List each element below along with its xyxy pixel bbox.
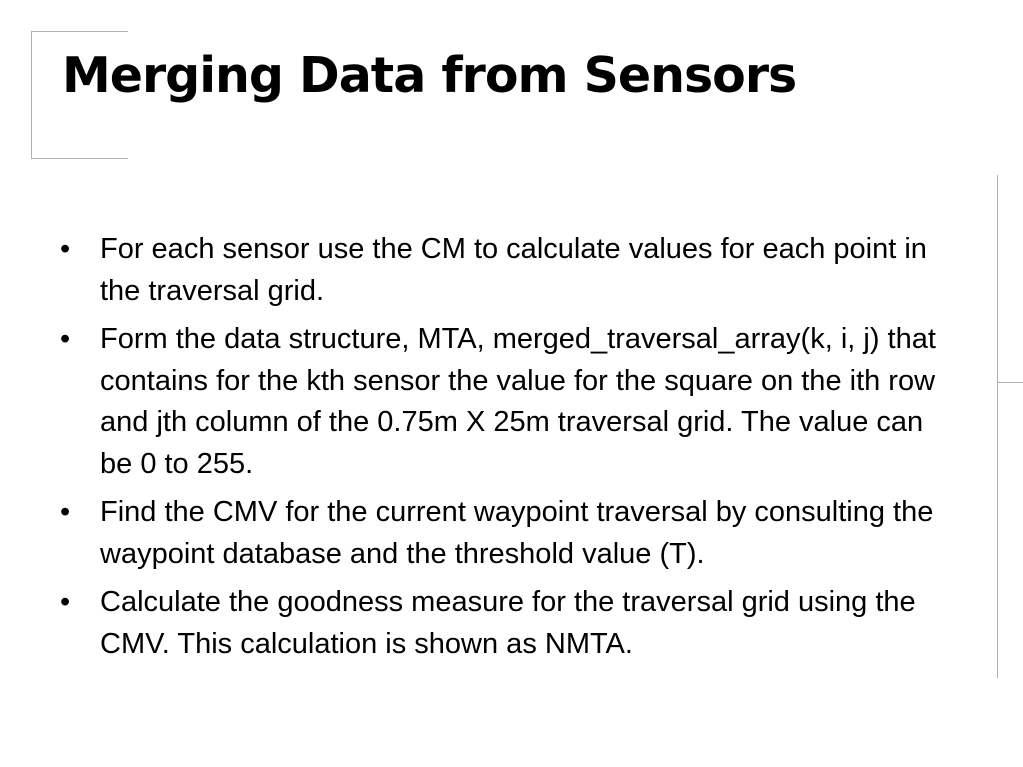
right-divider-line [997, 175, 998, 678]
bullet-text: Find the CMV for the current waypoint traversal by consulting the waypoint database and the threshold value (T). [100, 496, 934, 570]
right-divider-tick [997, 382, 1023, 383]
bullet-text: Calculate the goodness measure for the traversal grid using the CMV. This calculation is shown as NMTA. [100, 586, 916, 660]
bullet-text: Form the data structure, MTA, merged_traversal_array(k, i, j) that contains for the kth sensor the value for the square on the ith row and jth column of the 0.75m X 25m traversal grid. The value can be 0 to 255. [100, 323, 936, 480]
bullet-icon: • [60, 586, 71, 618]
bullet-item [56, 229, 956, 312]
bullet-list [56, 229, 956, 672]
bullet-icon: • [60, 496, 71, 528]
bullet-item [56, 319, 956, 485]
bullet-item [56, 582, 956, 665]
slide-title: Merging Data from Sensors [62, 47, 797, 104]
bullet-icon: • [60, 323, 71, 355]
bullet-icon: • [60, 233, 71, 265]
bullet-text: For each sensor use the CM to calculate values for each point in the traversal grid. [100, 233, 927, 307]
bullet-item [56, 492, 956, 575]
